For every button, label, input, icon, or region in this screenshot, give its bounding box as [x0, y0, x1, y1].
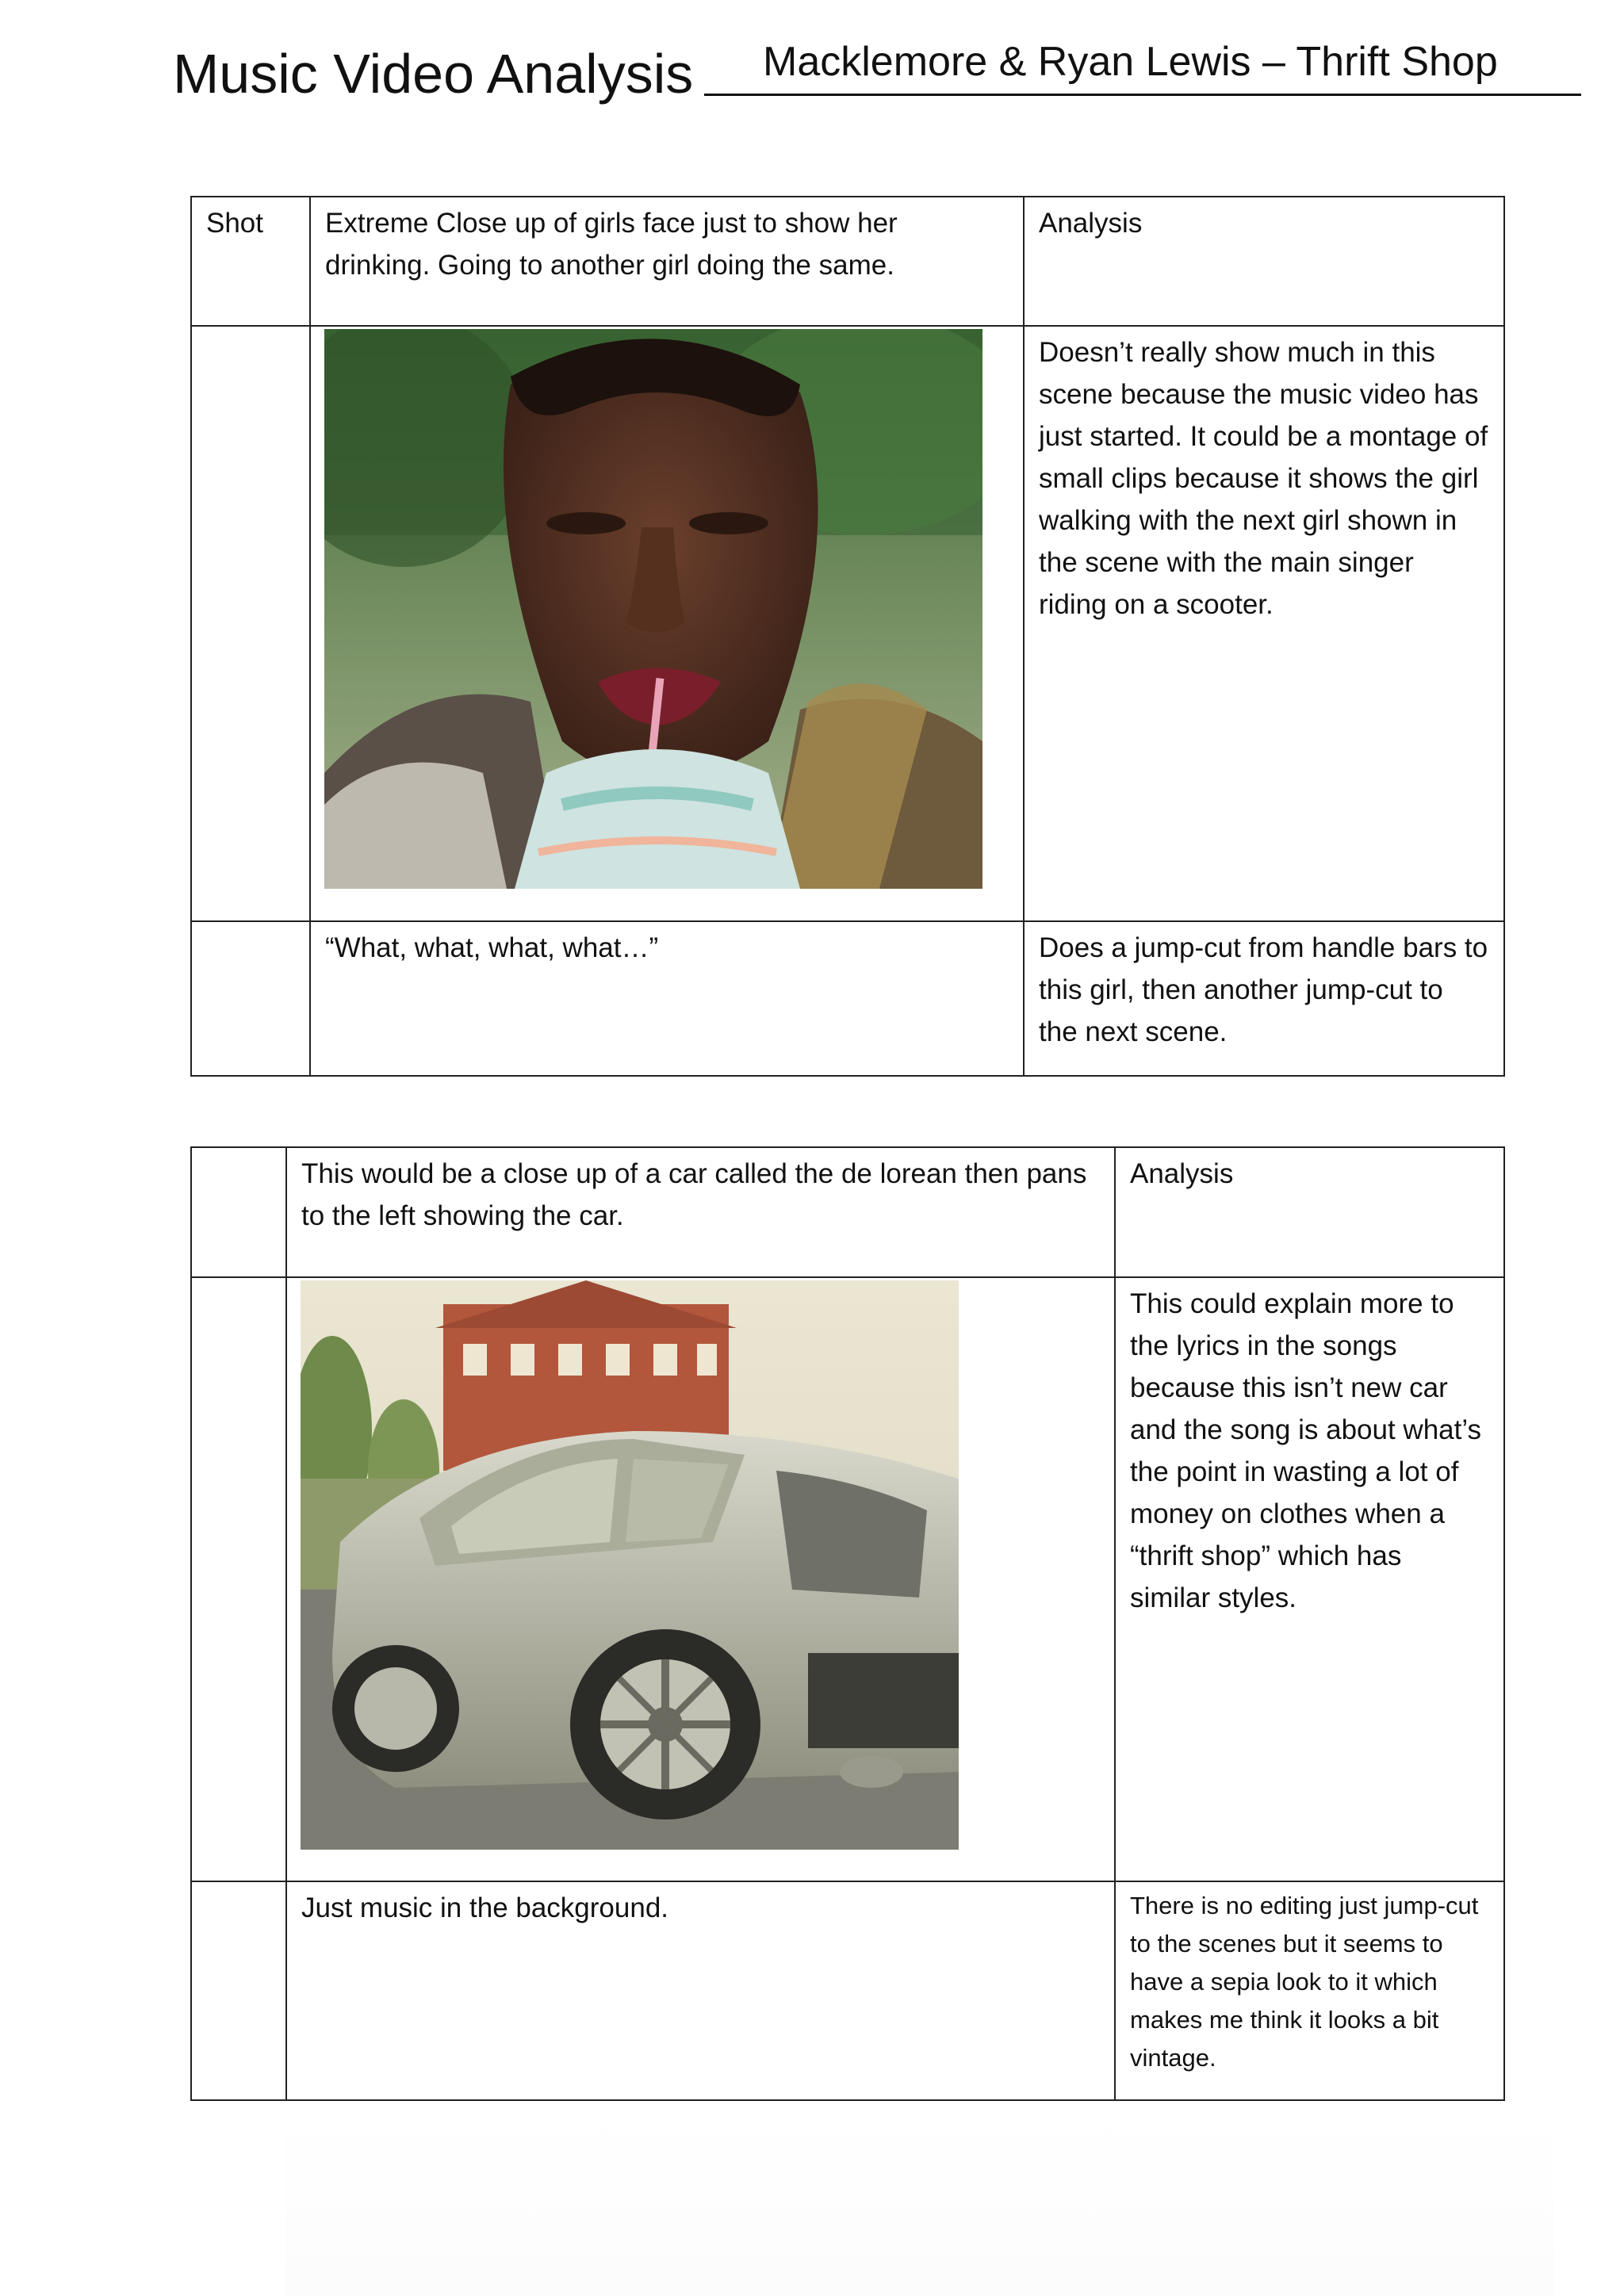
- page-subtitle: Macklemore & Ryan Lewis – Thrift Shop: [763, 39, 1498, 85]
- subtitle-underline: [704, 94, 1581, 96]
- analysis-heading: Analysis: [1115, 1147, 1504, 1277]
- editing-text: Does a jump-cut from handle bars to this girl, then another jump-cut to the next scene.: [1024, 921, 1504, 1076]
- girl-drinking-image: [324, 329, 982, 889]
- girl-drinking-illustration: [324, 329, 982, 889]
- empty-label-cell: [191, 326, 310, 921]
- delorean-car-image: [301, 1280, 959, 1850]
- analysis-text: Doesn’t really show much in this scene because the music video has just started. It could be a montage of small clips because it shows the girl walking with the next girl shown in the scene with the main singer riding on a scooter.: [1024, 326, 1504, 921]
- editing-text: There is no editing just jump-cut to the scenes but it seems to have a sepia look to it which makes me think it looks a bit vintage.: [1115, 1881, 1504, 2100]
- shot-table-1: [190, 196, 1505, 1077]
- audio-text: Just music in the background.: [286, 1881, 1115, 2100]
- shot-image-cell: [310, 326, 1024, 921]
- empty-label-cell: [191, 1147, 286, 1277]
- page-bottom-margin: [285, 2109, 1554, 2296]
- empty-label-cell: [191, 1881, 286, 2100]
- empty-label-cell: [191, 921, 310, 1076]
- analysis-text: This could explain more to the lyrics in the songs because this isn’t new car and the song is about what’s the point in wasting a lot of money on clothes when a “thrift shop” which has similar styles.: [1115, 1277, 1504, 1881]
- delorean-car-illustration: [301, 1280, 959, 1850]
- shot-description: Extreme Close up of girls face just to show her drinking. Going to another girl doing the same.: [310, 197, 1024, 326]
- audio-text: “What, what, what, what…”: [310, 921, 1024, 1076]
- empty-label-cell: [191, 1277, 286, 1881]
- analysis-heading: Analysis: [1024, 197, 1504, 326]
- shot-description: This would be a close up of a car called the de lorean then pans to the left showing the car.: [286, 1147, 1115, 1277]
- shot-label-cell: Shot: [191, 197, 310, 326]
- shot-image-cell: [286, 1277, 1115, 1881]
- page-title: Music Video Analysis: [173, 43, 694, 105]
- shot-table-2: [190, 1146, 1505, 2101]
